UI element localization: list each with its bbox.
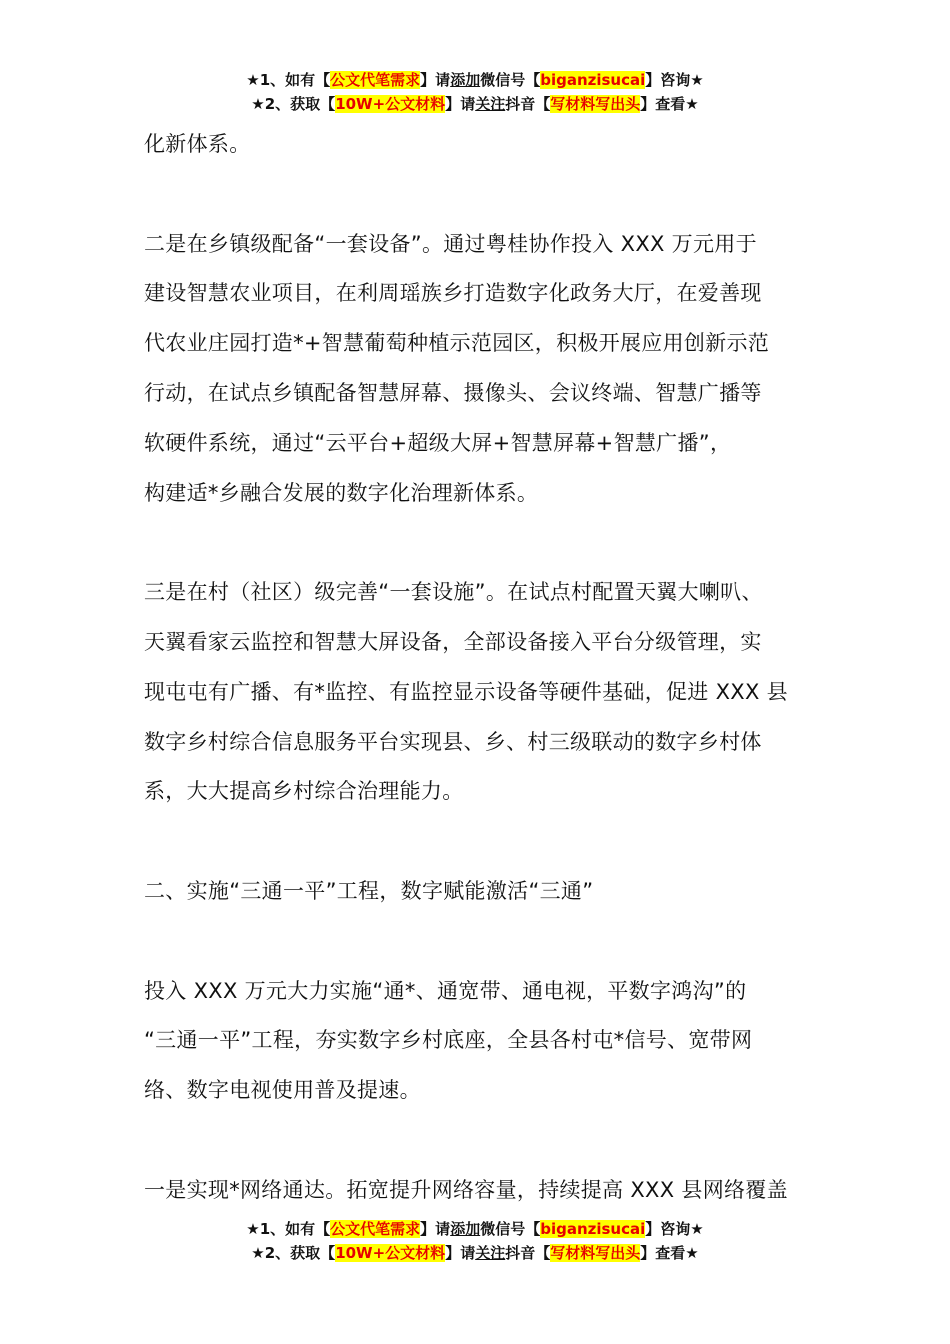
header-banner xyxy=(0,68,950,116)
banner-line-2 xyxy=(0,92,950,116)
banner-text: 】查看★ xyxy=(640,1244,699,1262)
paragraph-gap xyxy=(144,170,814,220)
body-line: 化新体系。 xyxy=(144,132,251,156)
body-line: 构建适*乡融合发展的数字化治理新体系。 xyxy=(144,480,539,505)
banner-text: 】查看★ xyxy=(640,95,699,113)
body-line: 建设智慧农业项目，在利周瑶族乡打造数字化政务大厅，在爱善现 xyxy=(144,281,762,306)
body-line: 软硬件系统，通过“云平台+超级大屏+智慧屏幕+智慧广播”， xyxy=(144,430,732,455)
section-heading: 二、实施“三通一平”工程，数字赋能激活“三通” xyxy=(144,878,594,903)
banner-text: 】请 xyxy=(445,1244,476,1262)
banner-text: ★2、获取【 xyxy=(251,1244,336,1262)
banner-text: 微信号【 xyxy=(480,71,541,89)
footer-banner xyxy=(0,1217,950,1265)
body-line: 数字乡村综合信息服务平台实现县、乡、村三级联动的数字乡村体 xyxy=(144,729,762,754)
banner-text: ★1、如有【 xyxy=(246,1220,331,1238)
body-line: 现屯屯有广播、有*监控、有监控显示设备等硬件基础，促进 XXX 县 xyxy=(144,679,788,704)
banner-text: 抖音【 xyxy=(505,1244,551,1262)
body-line: 代农业庄园打造*+智慧葡萄种植示范园区，积极开展应用创新示范 xyxy=(144,331,770,356)
paragraph-gap xyxy=(144,1116,814,1166)
banner-line-2 xyxy=(0,1241,950,1265)
body-line: 系，大大提高乡村综合治理能力。 xyxy=(144,779,464,804)
highlight-text: 写材料写出头 xyxy=(550,1244,641,1262)
body-line: 投入 XXX 万元大力实施“通*、通宽带、通电视，平数字鸿沟”的 xyxy=(144,978,747,1003)
banner-text: 微信号【 xyxy=(480,1220,541,1238)
underlined-text: 添加 xyxy=(450,71,481,89)
body-line: 络、数字电视使用普及提速。 xyxy=(144,1078,421,1103)
paragraph-gap xyxy=(144,518,814,568)
highlight-text: 公文代笔需求 xyxy=(330,1220,421,1238)
highlight-text: 10W+公文材料 xyxy=(335,1244,446,1262)
banner-text: 】请 xyxy=(420,71,451,89)
underlined-text: 关注 xyxy=(475,1244,506,1262)
banner-text: 抖音【 xyxy=(505,95,551,113)
banner-text: ★1、如有【 xyxy=(246,71,331,89)
banner-text: 】请 xyxy=(445,95,476,113)
highlight-text: 10W+公文材料 xyxy=(335,95,446,113)
underlined-text: 添加 xyxy=(450,1220,481,1238)
body-line: 行动，在试点乡镇配备智慧屏幕、摄像头、会议终端、智慧广播等 xyxy=(144,380,762,405)
highlight-text: biganzisucai xyxy=(540,71,646,89)
highlight-text: 公文代笔需求 xyxy=(330,71,421,89)
banner-text: 】请 xyxy=(420,1220,451,1238)
highlight-text: 写材料写出头 xyxy=(550,95,641,113)
document-body xyxy=(144,120,814,1216)
banner-line-1 xyxy=(0,1217,950,1241)
body-line: 一是实现*网络通达。拓宽提升网络容量，持续提高 XXX 县网络覆盖 xyxy=(144,1177,788,1202)
paragraph-gap xyxy=(144,817,814,867)
paragraph-gap xyxy=(144,917,814,967)
body-line: 三是在村（社区）级完善“一套设施”。在试点村配置天翼大喇叭、 xyxy=(144,580,763,605)
highlight-text: biganzisucai xyxy=(540,1220,646,1238)
body-line: 二是在乡镇级配备“一套设备”。通过粤桂协作投入 XXX 万元用于 xyxy=(144,231,757,256)
underlined-text: 关注 xyxy=(475,95,506,113)
banner-text: 】咨询★ xyxy=(645,1220,704,1238)
banner-line-1 xyxy=(0,68,950,92)
body-line: “三通一平”工程，夯实数字乡村底座，全县各村屯*信号、宽带网 xyxy=(144,1028,753,1053)
banner-text: ★2、获取【 xyxy=(251,95,336,113)
body-line: 天翼看家云监控和智慧大屏设备，全部设备接入平台分级管理，实 xyxy=(144,629,762,654)
banner-text: 】咨询★ xyxy=(645,71,704,89)
